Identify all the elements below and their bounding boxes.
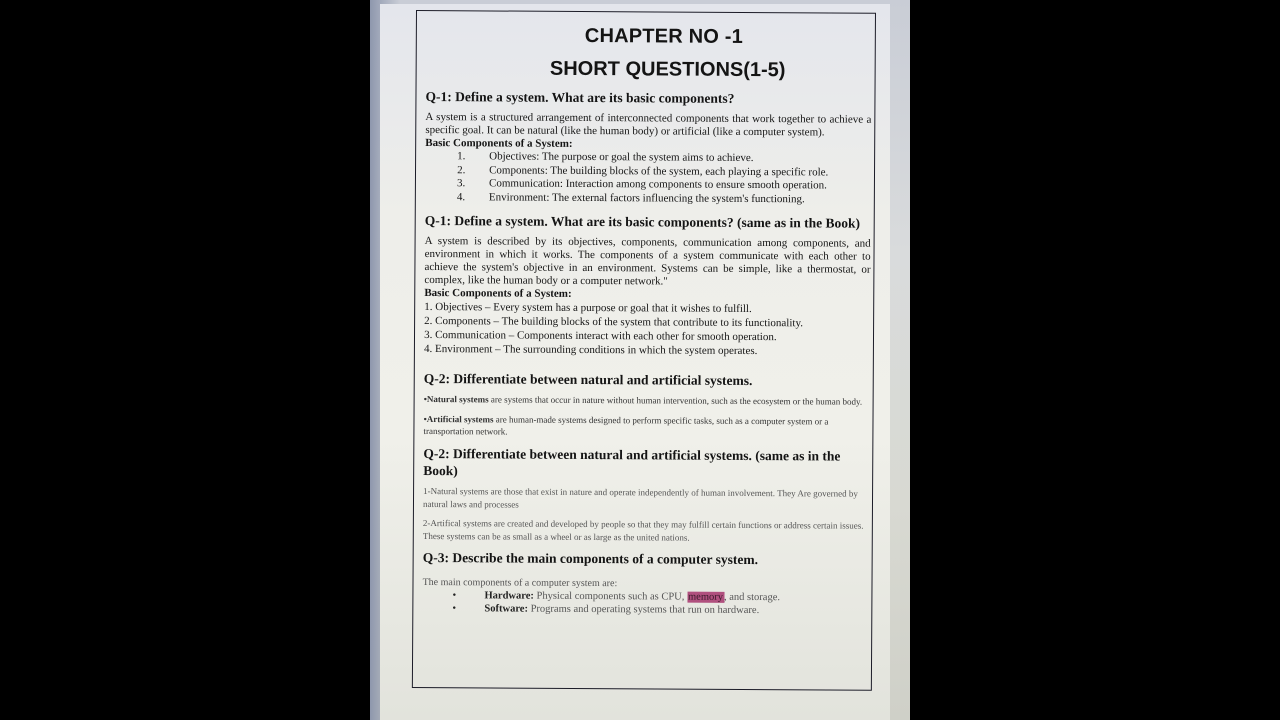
q2-heading: Q-2: Differentiate between natural and artificial systems. [423,370,753,389]
list-item: 1. Objectives: The purpose or goal the system aims to achieve. [457,150,754,165]
list-item: 2. Components – The building blocks of the system that contribute to its functionality. [424,314,804,330]
q1-book-components-list [424,300,870,359]
q2-book-heading: Q-2: Differentiate between natural and artificial systems. (same as in the Book) [423,445,841,479]
q2-book-point-2: 2-Artifical systems are created and developed by people so that they may fulfill certain functions or address certain issues. These systems can be as small as a wheel or as large as the united nations. [422,517,864,543]
q2-artificial: •Artificial systems are human-made systems designed to perform specific tasks, such as a computer system or a transportation network. [423,413,829,437]
highlighted-word: memory [687,591,724,603]
bullet-icon: • [452,603,457,615]
list-item: 4. Environment: The external factors influencing the system's functioning. [456,190,805,205]
document-content [422,24,872,618]
list-item: 3. Communication – Components interact with each other for smooth operation. [424,328,777,344]
list-item: 3. Communication: Interaction among components to ensure smooth operation. [456,177,827,192]
q1-heading: Q-1: Define a system. What are its basic components? [425,88,735,106]
q2-natural: •Natural systems are systems that occur in nature without human intervention, such as the ecosystem or the human body. [423,393,863,407]
list-item: • Software: Programs and operating systems that run on hardware. [422,602,868,618]
section-title: SHORT QUESTIONS(1-5) [549,57,786,82]
list-item: • Hardware: Physical components such as CPU, memory, and storage. [422,589,868,605]
list-item: 2. Components: The building blocks of the system, each playing a specific role. [457,163,829,178]
q3-heading: Q-3: Describe the main components of a computer system. [422,549,759,568]
list-item: 4. Environment – The surrounding conditions in which the system operates. [423,342,758,358]
q1-book-heading: Q-1: Define a system. What are its basic components? (same as in the Book) [424,212,861,231]
q1-answer: A system is a structured arrangement of interconnected components that work together to achieve a specific goal. It can be natural (like the human body) or artificial (like a computer system). [425,110,872,139]
q1-book-subheading: Basic Components of a System: [424,286,572,300]
list-item: 1. Objectives – Every system has a purpose or goal that it wishes to fulfill. [424,300,752,315]
bullet-icon: • [452,590,457,602]
q3-components-list [422,589,868,618]
q1-book-answer: A system is described by its objectives, components, communication among components, and environment in which it works. The components of a system communicate with each other to achieve the system's objective in an environment. Systems can be simple, like a thermostat, or complex, like the human body or a computer network." [424,234,871,288]
q1-components-list [425,150,871,207]
paper-page [380,4,890,720]
q2-book-point-1: 1-Natural systems are those that exist in nature and operate independently of human involvement. They Are governed by natural laws and processes [423,485,858,510]
chapter-title: CHAPTER NO -1 [584,24,744,48]
q3-intro: The main components of a computer system are: [422,576,618,590]
q1-subheading: Basic Components of a System: [425,136,573,150]
photo-background [370,0,910,720]
